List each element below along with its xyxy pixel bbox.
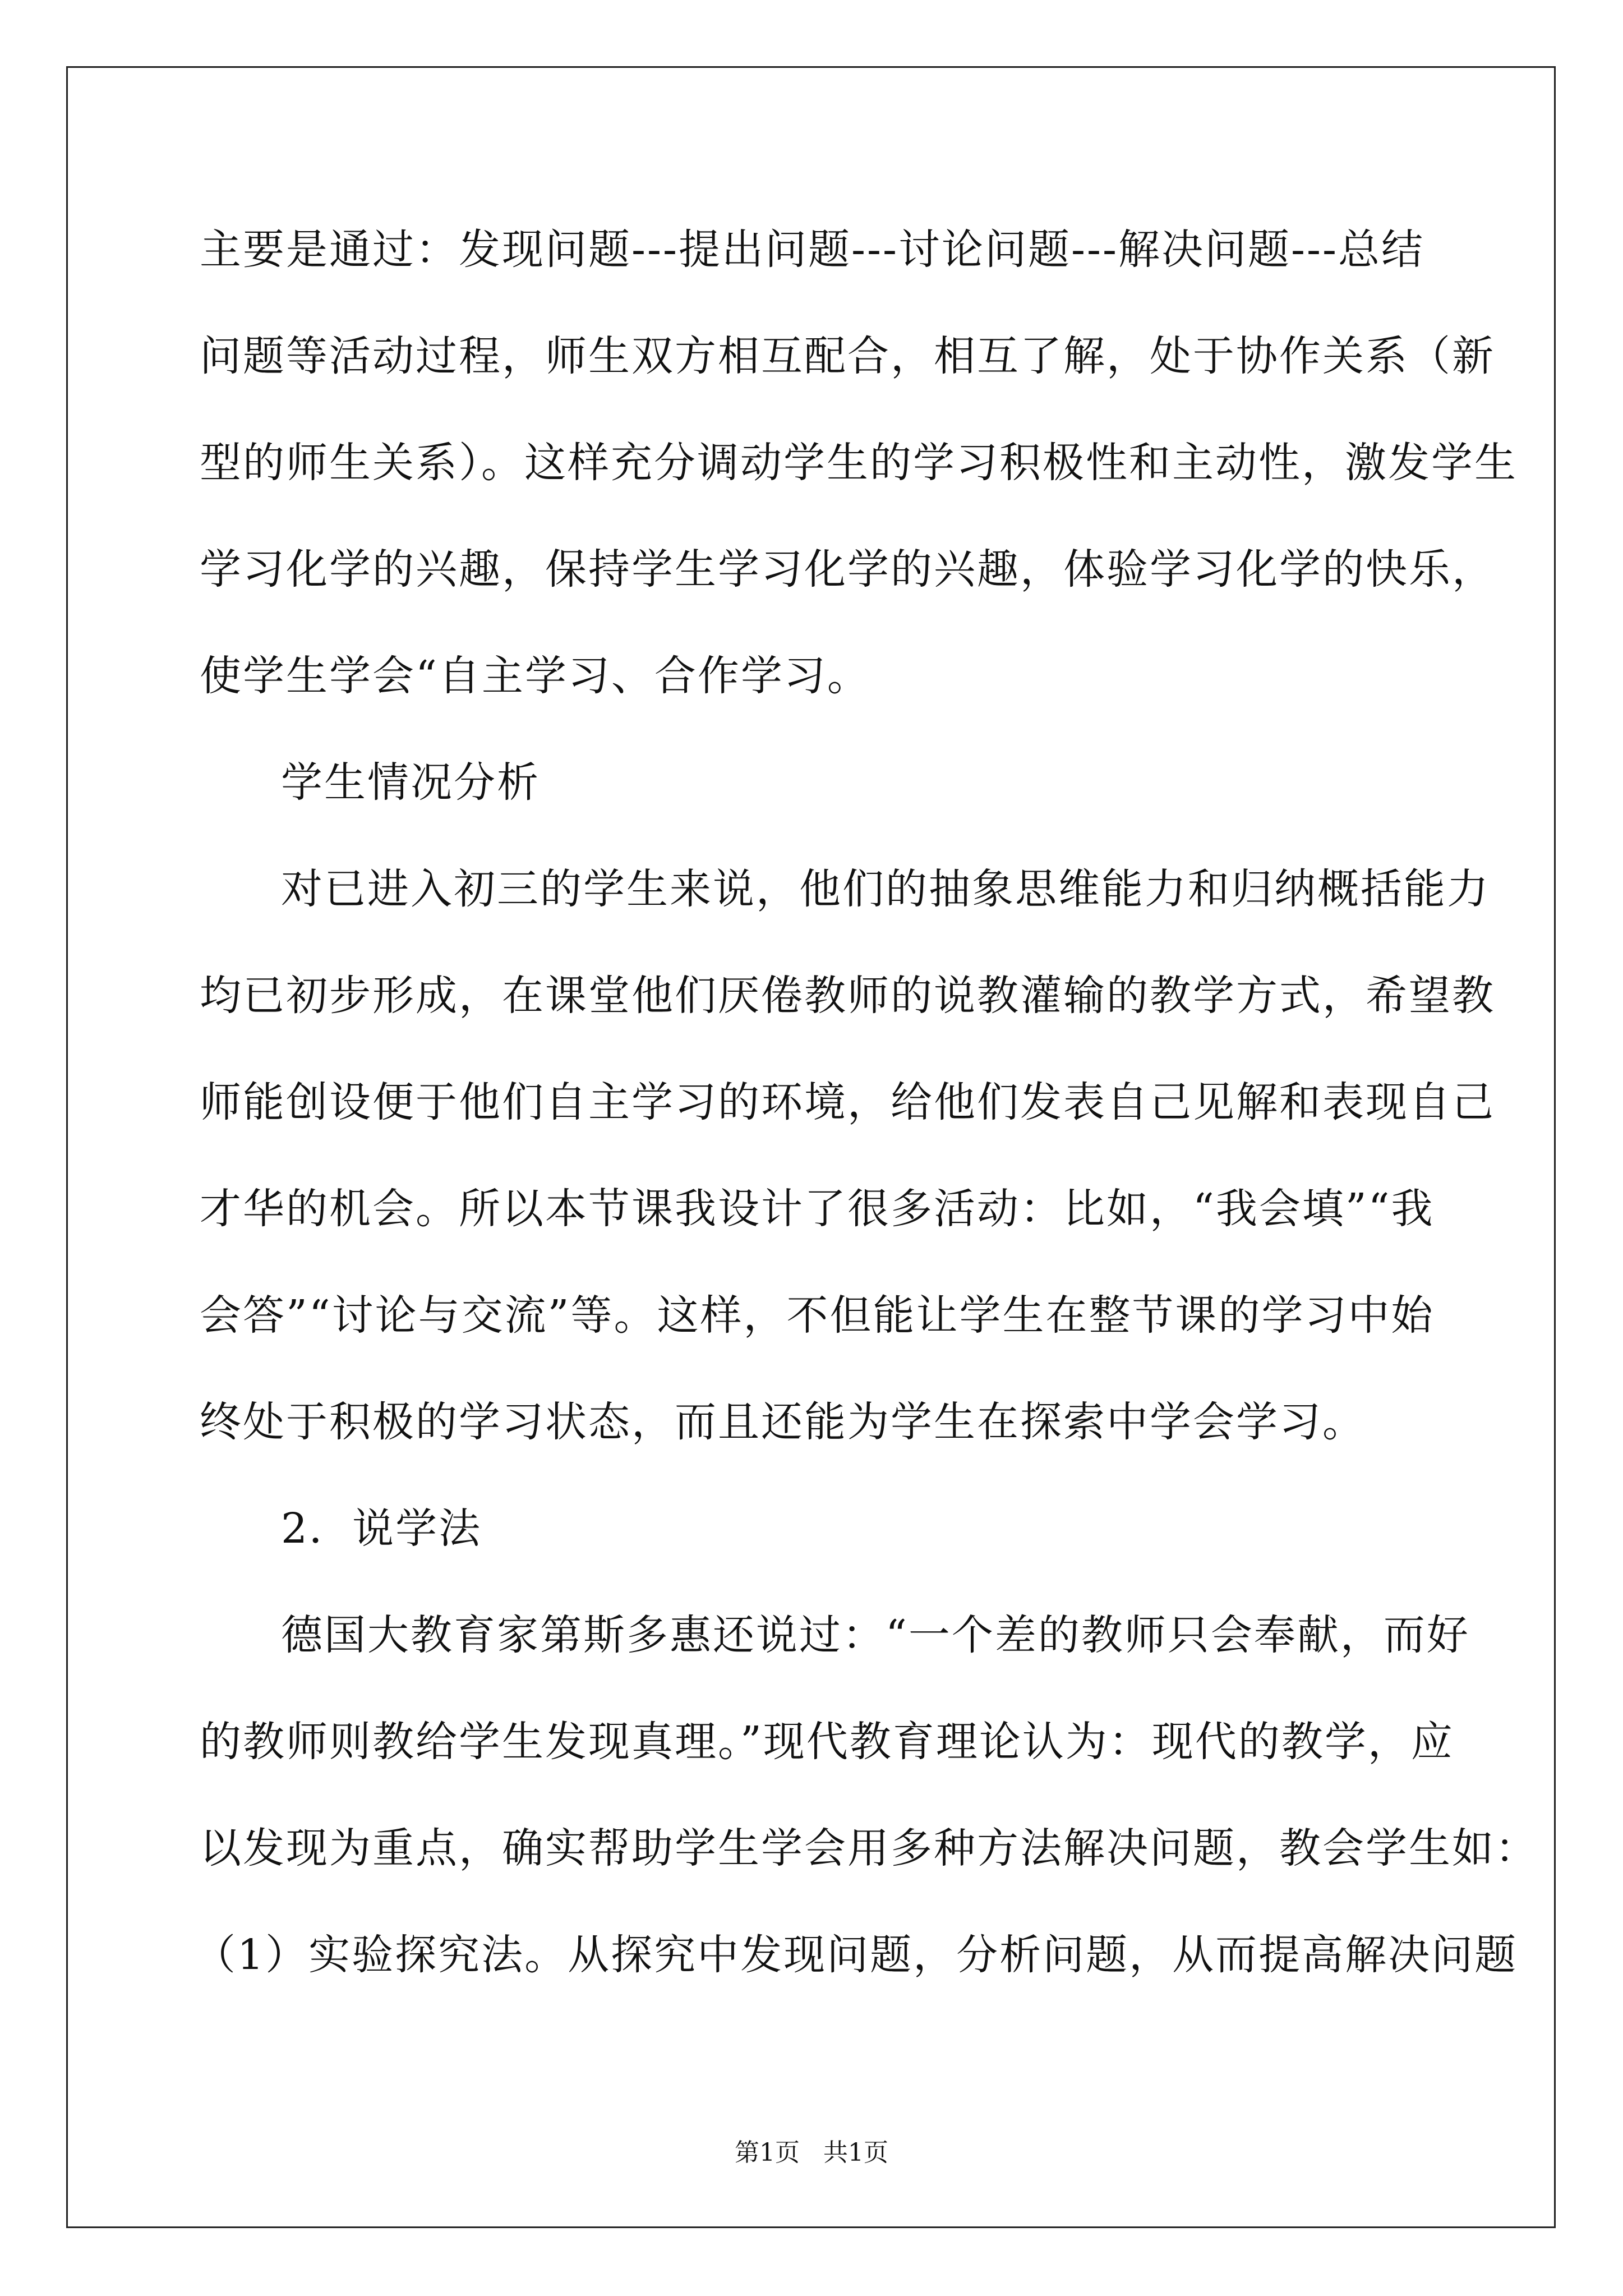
text-line: 学习化学的兴趣，保持学生学习化学的兴趣，体验学习化学的快乐， bbox=[200, 545, 1495, 593]
text-line: 均已初步形成，在课堂他们厌倦教师的说教灌输的教学方式，希望教 bbox=[200, 972, 1495, 1020]
text-line: 主要是通过：发现问题---提出问题---讨论问题---解决问题---总结 bbox=[200, 226, 1425, 274]
text-line: 对已进入初三的学生来说，他们的抽象思维能力和归纳概括能力 bbox=[281, 865, 1490, 913]
text-line: （1）实验探究法。从探究中发现问题，分析问题，从而提高解决问题 bbox=[194, 1931, 1518, 1979]
text-line: 问题等活动过程，师生双方相互配合，相互了解，处于协作关系（新 bbox=[200, 332, 1495, 380]
text-line: 师能创设便于他们自主学习的环境，给他们发表自己见解和表现自己 bbox=[200, 1078, 1495, 1126]
page-border bbox=[66, 66, 1556, 2228]
text-line: 才华的机会。所以本节课我设计了很多活动：比如，“我会填”“我 bbox=[200, 1185, 1435, 1233]
text-line: 使学生学会“自主学习、合作学习。 bbox=[200, 652, 870, 700]
text-line: 型的师生关系）。这样充分调动学生的学习积极性和主动性，激发学生 bbox=[200, 439, 1518, 487]
text-line: 以发现为重点，确实帮助学生学会用多种方法解决问题，教会学生如： bbox=[200, 1824, 1538, 1872]
section-heading: 2．说学法 bbox=[281, 1504, 482, 1553]
page-footer: 第1页 共1页 bbox=[735, 2138, 888, 2167]
text-line: 终处于积极的学习状态，而且还能为学生在探索中学会学习。 bbox=[200, 1398, 1366, 1446]
text-line: 会答”“讨论与交流”等。这样，不但能让学生在整节课的学习中始 bbox=[200, 1291, 1435, 1340]
text-line: 德国大教育家第斯多惠还说过：“一个差的教师只会奉献，而好 bbox=[281, 1611, 1470, 1659]
text-line: 的教师则教给学生发现真理。”现代教育理论认为：现代的教学，应 bbox=[200, 1718, 1454, 1766]
section-heading: 学生情况分析 bbox=[281, 758, 540, 807]
